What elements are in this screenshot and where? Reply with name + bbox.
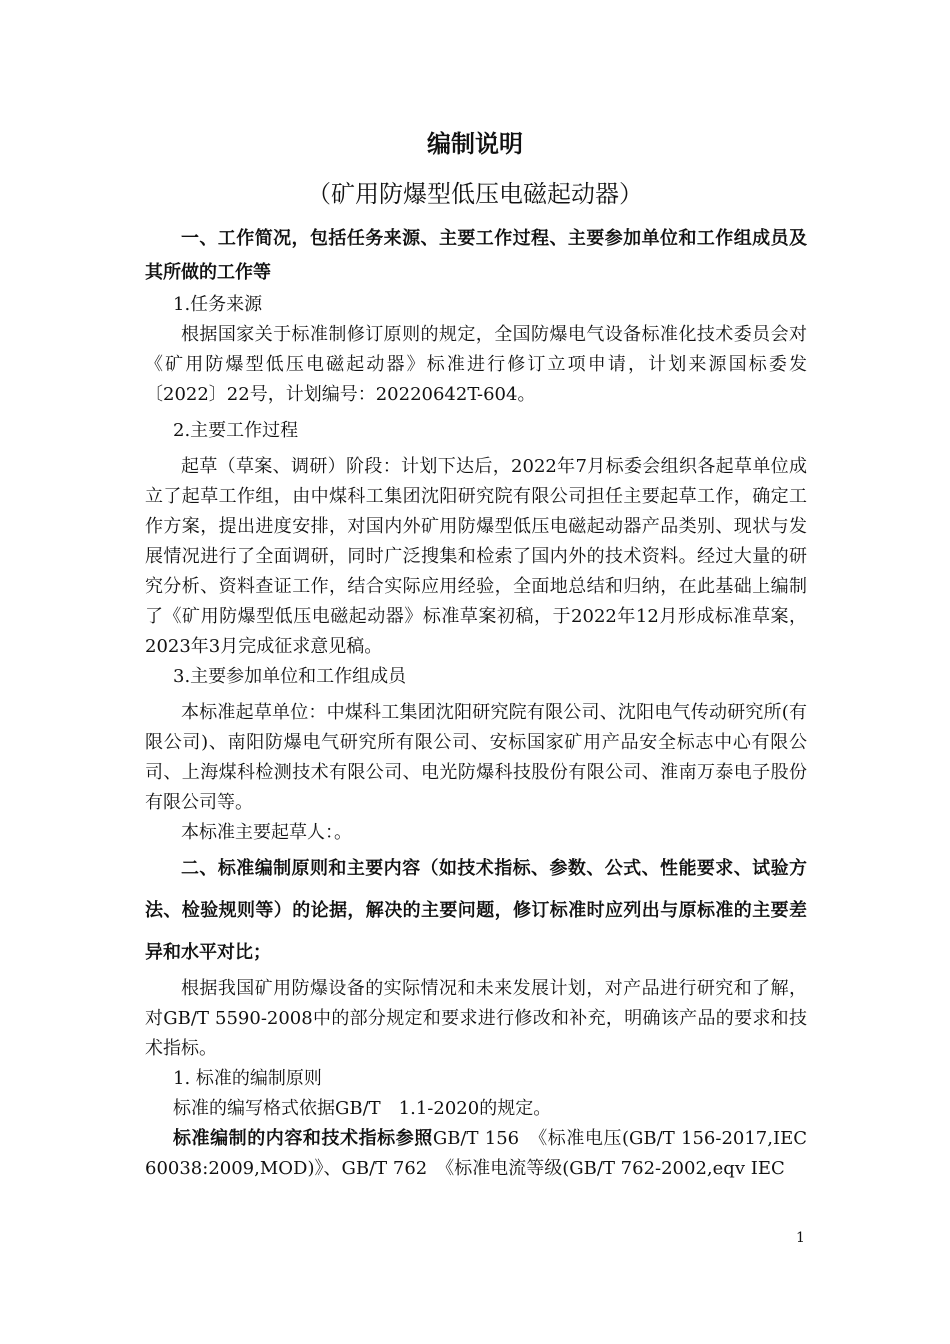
- section2-intro-paragraph: 根据我国矿用防爆设备的实际情况和未来发展计划，对产品进行研究和了解，对GB/T 5590-2008中的部分规定和要求进行修改和补充，明确该产品的要求和技术指标。: [145, 978, 807, 1059]
- document-subtitle: （矿用防爆型低压电磁起动器）: [307, 180, 643, 208]
- participants-paragraph: 本标准起草单位：中煤科工集团沈阳研究院有限公司、沈阳电气传动研究所(有限公司)、南阳防爆电气研究所有限公司、安标国家矿用产品安全标志中心有限公司、上海煤科检测技术有限公司、电光防爆科技股份有限公司、淮南万泰电子股份有限公司等。: [145, 702, 807, 813]
- page-number: 1: [796, 1230, 805, 1246]
- principles-title: 1. 标准的编制原则: [173, 1068, 322, 1089]
- reference-lead: 标准编制的内容和技术指标参照: [173, 1128, 433, 1149]
- document-title: 编制说明: [427, 130, 523, 158]
- format-paragraph: 标准的编写格式依据GB/T 1.1-2020的规定。: [173, 1098, 552, 1119]
- drafters-paragraph: 本标准主要起草人：。: [181, 822, 352, 843]
- section1-heading: 一、工作简况，包括任务来源、主要工作过程、主要参加单位和工作组成员及其所做的工作等: [145, 228, 807, 283]
- work-process-title: 2.主要工作过程: [173, 420, 299, 441]
- reference-paragraph: [145, 1124, 807, 1184]
- task-source-paragraph: 根据国家关于标准制修订原则的规定，全国防爆电气设备标准化技术委员会对《矿用防爆型低压电磁起动器》标准进行修订立项申请，计划来源国标委发〔2022〕22号，计划编号：20220642T-604。: [145, 324, 807, 405]
- task-source-title: 1.任务来源: [173, 294, 263, 315]
- participants-title: 3.主要参加单位和工作组成员: [173, 666, 407, 687]
- section2-heading: 二、标准编制原则和主要内容（如技术指标、参数、公式、性能要求、试验方法、检验规则等）的论据，解决的主要问题，修订标准时应列出与原标准的主要差异和水平对比；: [145, 858, 807, 963]
- document-body: [145, 222, 807, 1184]
- reference-text: GB/T 156 《标准电压(GB/T 156-2017,IEC 60038:2009,MOD)》、GB/T 762 《标准电流等级(GB/T 762-2002,eqv IEC: [145, 1128, 807, 1179]
- work-process-paragraph: 起草（草案、调研）阶段：计划下达后，2022年7月标委会组织各起草单位成立了起草工作组，由中煤科工集团沈阳研究院有限公司担任主要起草工作，确定工作方案，提出进度安排，对国内外矿用防爆型低压电磁起动器产品类别、现状与发展情况进行了全面调研，同时广泛搜集和检索了国内外的技术资料。经过大量的研究分析、资料查证工作，结合实际应用经验，全面地总结和归纳，在此基础上编制了《矿用防爆型低压电磁起动器》标准草案初稿，于2022年12月形成标准草案，2023年3月完成征求意见稿。: [145, 456, 807, 657]
